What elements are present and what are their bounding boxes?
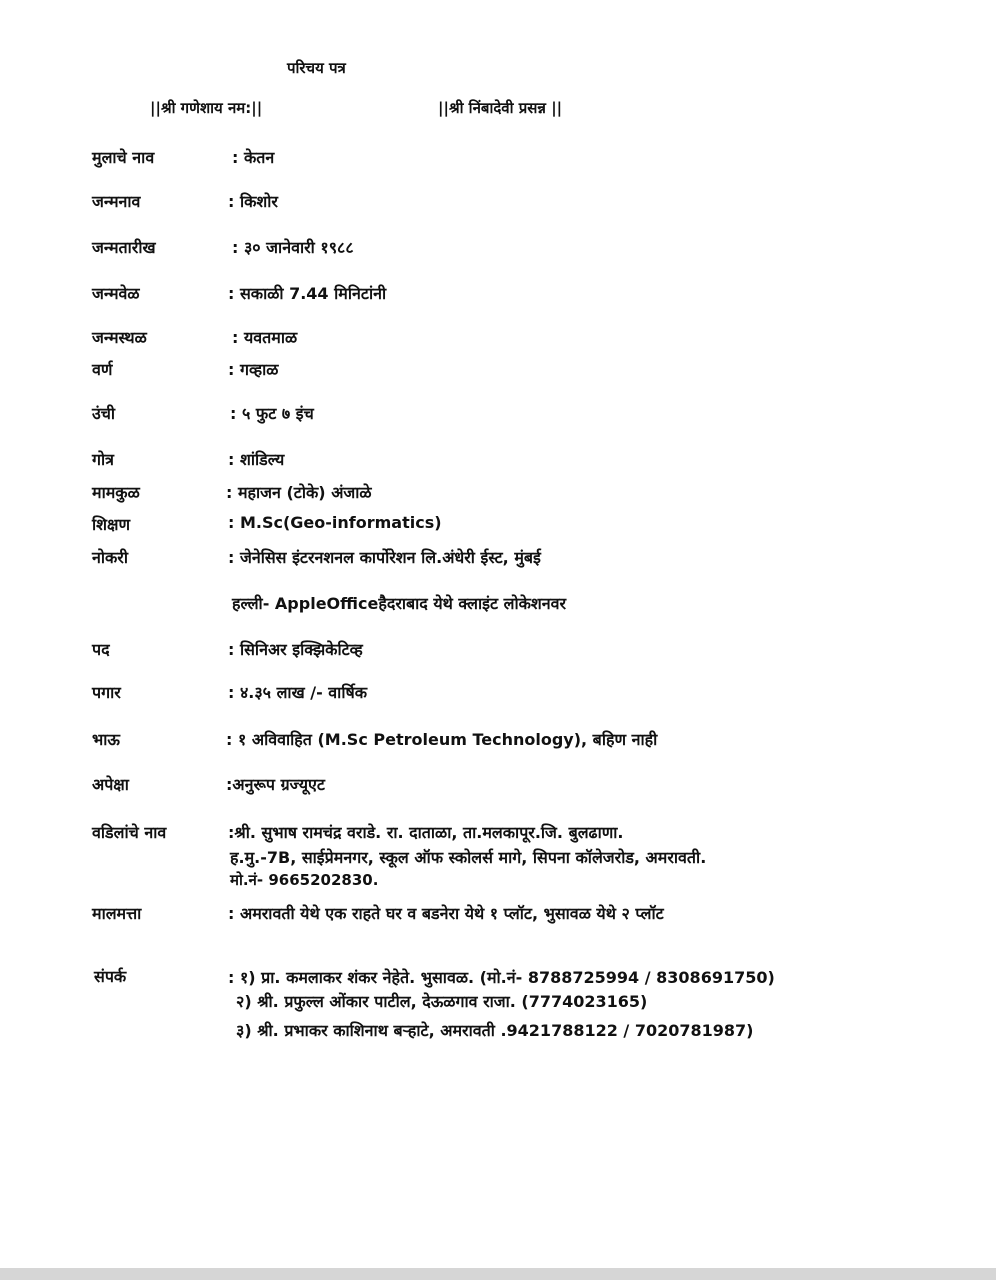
value-post: : सिनिअर इक्झिकेटिव्ह — [228, 640, 363, 659]
label-birth-time: जन्मवेळ — [92, 284, 140, 303]
value-birth-time: : सकाळी 7.44 मिनिटांनी — [228, 284, 387, 303]
label-birth-name: जन्मनाव — [92, 192, 141, 211]
label-gotra: गोत्र — [92, 450, 114, 469]
value-father-line1: :श्री. सुभाष रामचंद्र वराडे. रा. दाताळा, ता.मलकापूर.जि. बुलढाणा. — [228, 823, 624, 842]
value-complexion: : गव्हाळ — [228, 360, 279, 379]
value-name: : केतन — [232, 148, 275, 167]
value-contact-line2: २) श्री. प्रफुल्ल ओंकार पाटील, देऊळगाव राजा. (7774023165) — [236, 992, 648, 1011]
label-birth-place: जन्मस्थळ — [92, 328, 147, 347]
label-complexion: वर्ण — [92, 360, 113, 379]
value-brother: : १ अविवाहित (M.Sc Petroleum Technology), बहिण नाही — [226, 730, 658, 749]
value-father-line3: मो.नं- 9665202830. — [230, 871, 379, 889]
value-birth-place: : यवतमाळ — [232, 328, 298, 347]
value-contact-line1: : १) प्रा. कमलाकर शंकर नेहेते. भुसावळ. (मो.नं- 8788725994 / 8308691750) — [228, 968, 775, 987]
value-height: : ५ फुट ७ इंच — [230, 404, 314, 423]
value-gotra: : शांडिल्य — [228, 450, 285, 469]
value-salary: : ४.३५ लाख /- वार्षिक — [228, 683, 368, 702]
value-father-line2: ह.मु.-7B, साईप्रेमनगर, स्कूल ऑफ स्कोलर्स मागे, सिपना कॉलेजरोड, अमरावती. — [230, 848, 707, 867]
value-birth-date: : ३० जानेवारी १९८८ — [232, 238, 354, 257]
value-property: : अमरावती येथे एक राहते घर व बडनेरा येथे १ प्लॉट, भुसावळ येथे २ प्लॉट — [228, 904, 664, 923]
label-education: शिक्षण — [92, 515, 131, 534]
value-education: : M.Sc(Geo-informatics) — [228, 513, 442, 532]
value-birth-name: : किशोर — [228, 192, 278, 211]
page-bottom-edge — [0, 1268, 996, 1280]
label-birth-date: जन्मतारीख — [92, 238, 156, 257]
label-salary: पगार — [92, 683, 121, 702]
label-name: मुलाचे नाव — [92, 148, 155, 167]
value-mamkul: : महाजन (टोके) अंजाळे — [226, 483, 372, 502]
invocation-nimbadevi: ||श्री निंबादेवी प्रसन्न || — [438, 99, 563, 117]
label-father: वडिलांचे नाव — [92, 823, 167, 842]
document-title: परिचय पत्र — [287, 59, 346, 77]
label-post: पद — [92, 640, 110, 659]
label-contact: संपर्क — [94, 967, 127, 986]
value-job-current: हल्ली- AppleOfficeहैदराबाद येथे क्लाइंट लोकेशनवर — [232, 594, 567, 613]
label-height: उंची — [92, 404, 116, 423]
value-job: : जेनेसिस इंटरनशनल कार्पोरेशन लि.अंधेरी ईस्ट, मुंबई — [228, 548, 541, 567]
value-contact-line3: ३) श्री. प्रभाकर काशिनाथ बर्‍हाटे, अमरावती .9421788122 / 7020781987) — [236, 1021, 754, 1040]
value-expectation: :अनुरूप ग्रज्यूएट — [226, 775, 325, 794]
label-brother: भाऊ — [92, 730, 120, 749]
label-expectation: अपेक्षा — [92, 775, 129, 794]
label-mamkul: मामकुळ — [92, 483, 140, 502]
label-job: नोकरी — [92, 548, 129, 567]
invocation-ganesh: ||श्री गणेशाय नम:|| — [150, 99, 263, 117]
label-property: मालमत्ता — [92, 904, 142, 923]
